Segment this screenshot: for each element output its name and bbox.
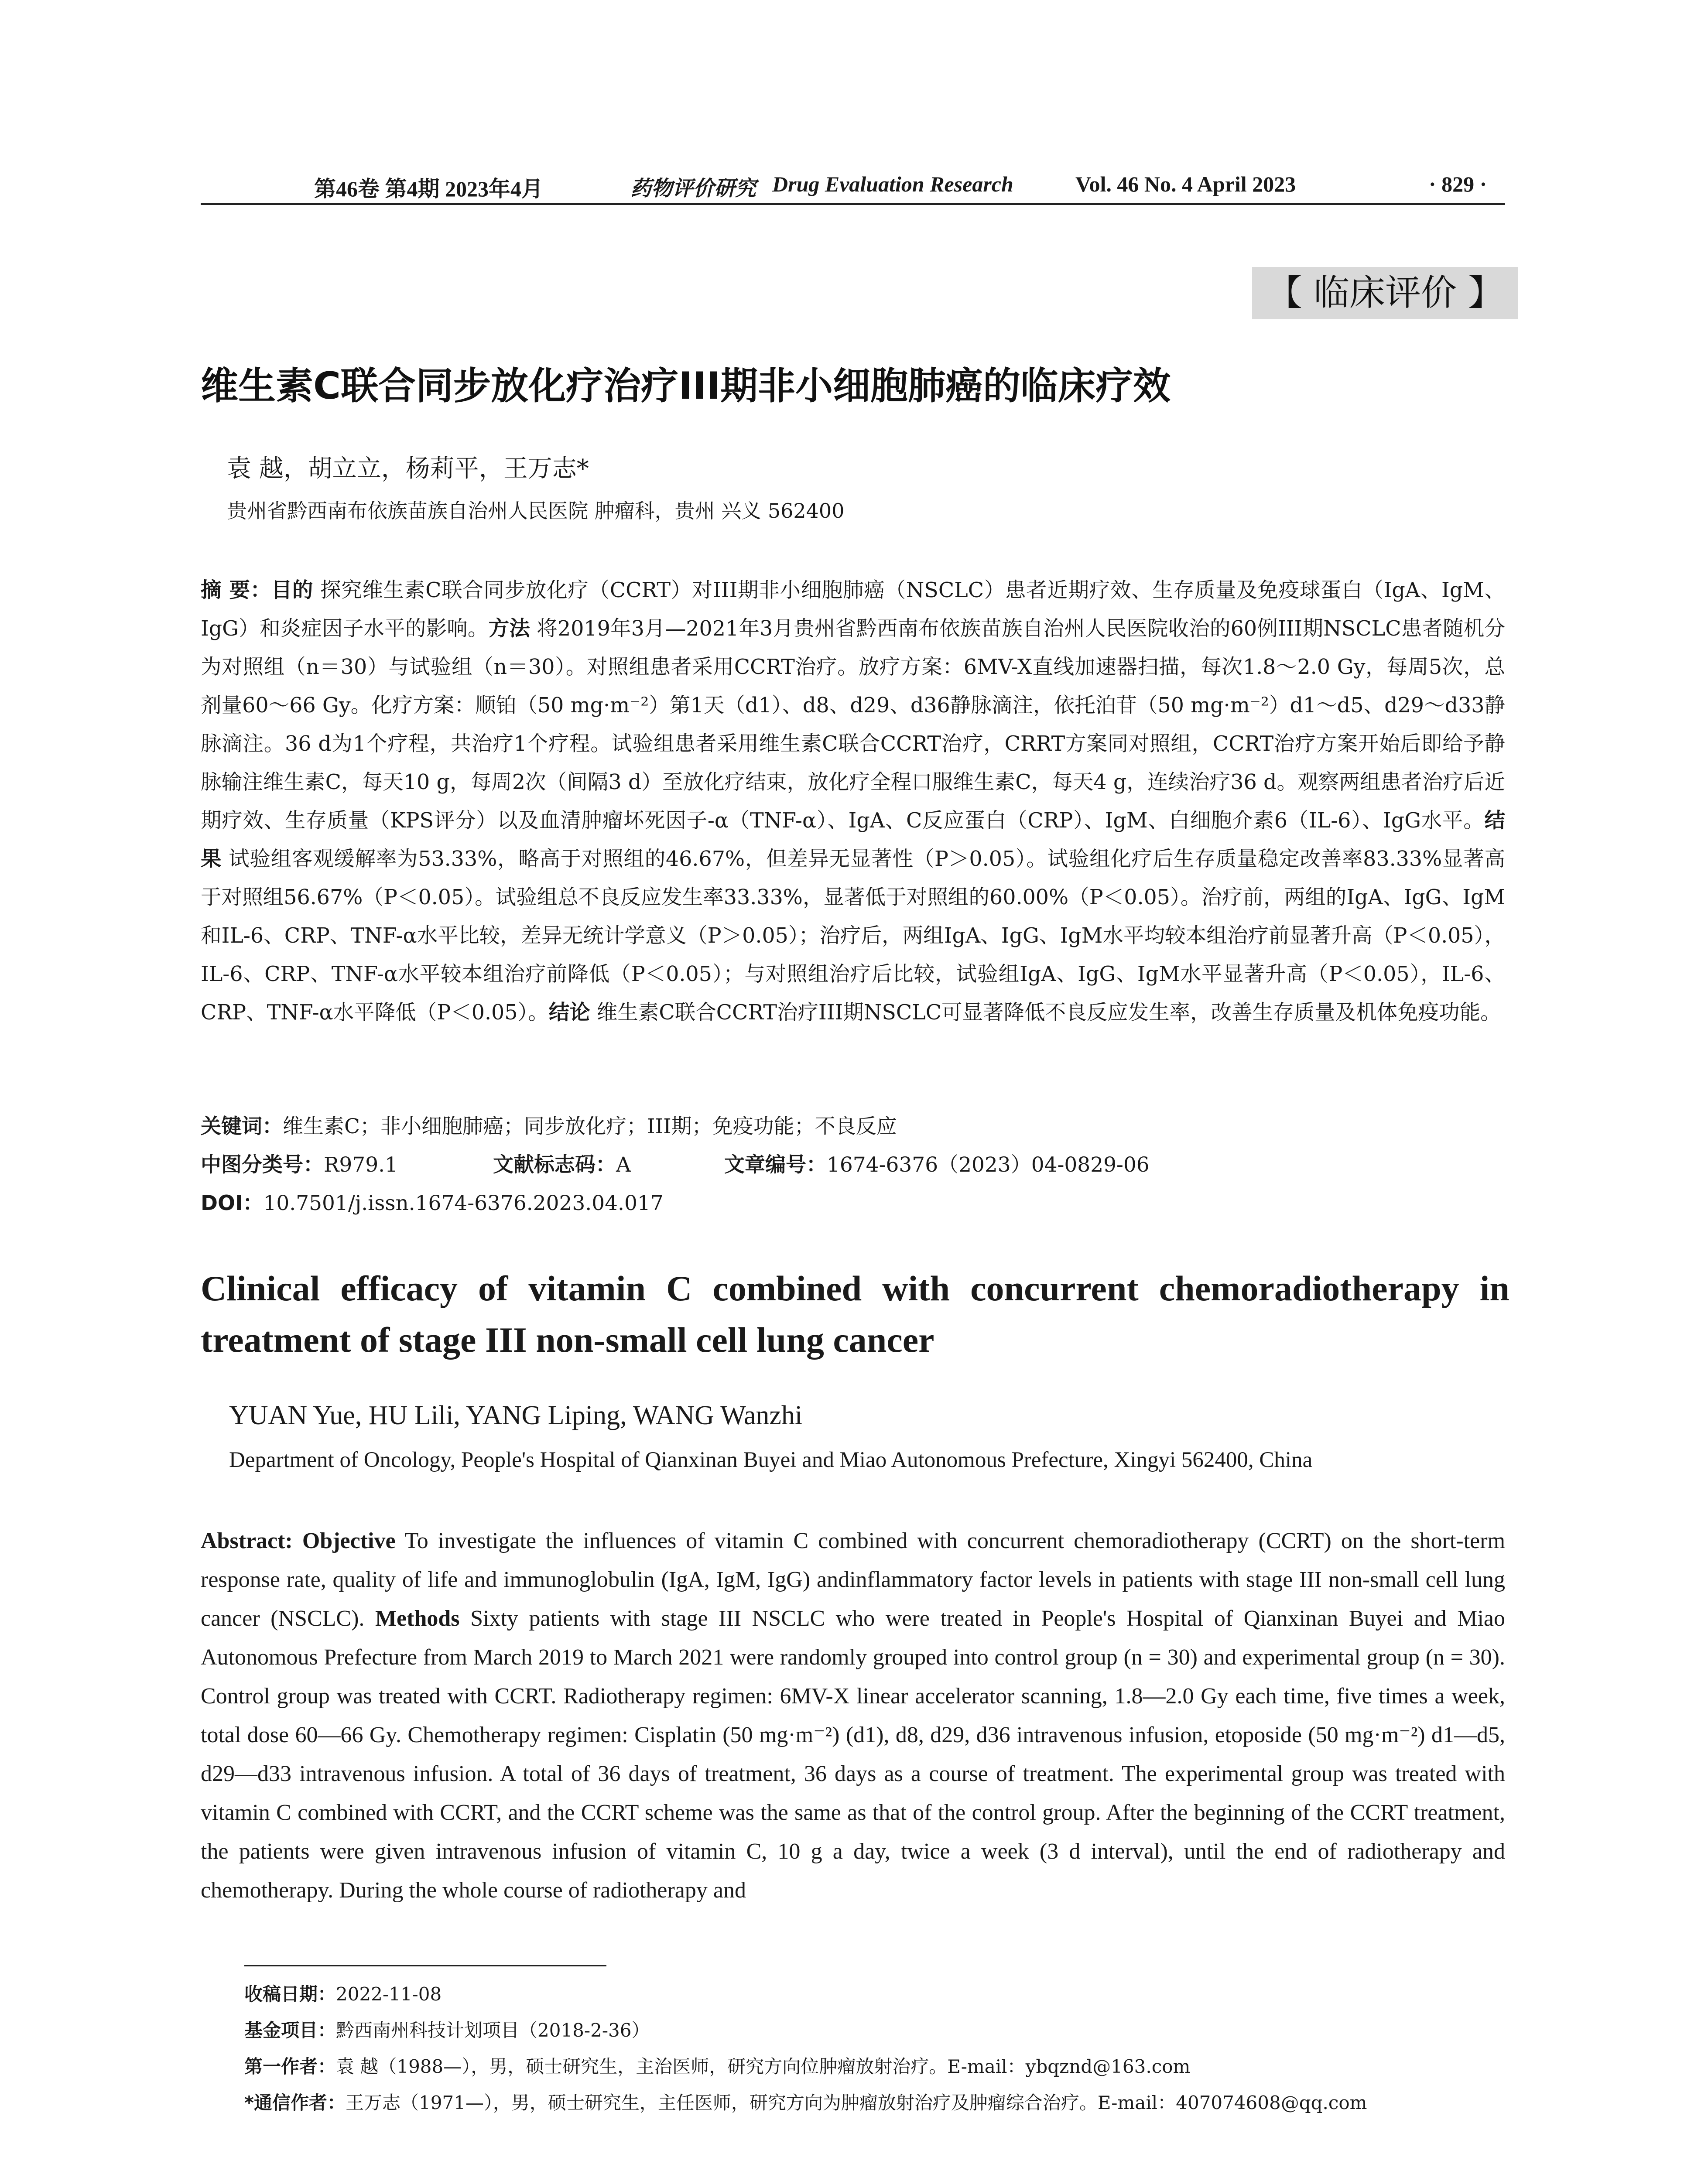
doc-code-value: A: [616, 1153, 631, 1177]
footnote-received: [244, 1976, 1367, 2012]
objective-en: To investigate the influences of vitamin C combined with concurrent chemoradiotherapy (CCRT) on the short-term response rate, quality of life and immunoglobulin (IgA, IgM, IgG) andinflammatory factor levels in patients with stage III non-small cell lung cancer (NSCLC).: [201, 1528, 1506, 1631]
header-journal-en: Drug Evaluation Research: [772, 172, 1013, 196]
keywords-value: 维生素C；非小细胞肺癌；同步放化疗；III期；免疫功能；不良反应: [283, 1114, 897, 1138]
objective-cn: 探究维生素C联合同步放化疗（CCRT）对III期非小细胞肺癌（NSCLC）患者近期疗效、生存质量及免疫球蛋白（IgA、IgM、IgG）和炎症因子水平的影响。: [201, 578, 1505, 641]
fund-label: 基金项目：: [244, 2020, 336, 2041]
header-volume-en: Vol. 46 No. 4 April 2023: [1075, 172, 1296, 196]
corresponding-value: 王万志（1971—），男，硕士研究生，主任医师，研究方向为肿瘤放射治疗及肿瘤综合治疗。E-mail：407074608@qq.com: [345, 2092, 1367, 2113]
footnote-fund: [244, 2012, 1367, 2048]
methods-label-cn: 方法: [488, 617, 530, 641]
methods-cn: 将2019年3月—2021年3月贵州省黔西南布依族苗族自治州人民医院收治的60例III期NSCLC患者随机分为对照组（n＝30）与试验组（n＝30）。对照组患者采用CCRT治疗。放疗方案：6MV-X直线加速器扫描，每次1.8～2.0 Gy，每周5次，总剂量60～66 Gy。化疗方案：顺铂（50 mg·m⁻²）第1天（d1）、d8、d29、d36静脉滴注，依托泊苷（50 mg·m⁻²）d1～d5、d29～d33静脉滴注。36 d为1个疗程，共治疗1个疗程。试验组患者采用维生素C联合CCRT治疗，CRRT方案同对照组，CCRT治疗方案开始后即给予静脉输注维生素C，每天10 g，每周2次（间隔3 d）至放化疗结束，放化疗全程口服维生素C，每天4 g，连续治疗36 d。观察两组患者治疗后近期疗效、生存质量（KPS评分）以及血清肿瘤坏死因子-α（TNF-α）、IgA、C反应蛋白（CRP）、IgM、白细胞介素6（IL-6）、IgG水平。: [201, 617, 1505, 833]
article-no-value: 1674-6376（2023）04-0829-06: [827, 1153, 1150, 1177]
running-header: [201, 168, 1505, 203]
authors-en: YUAN Yue, HU Lili, YANG Liping, WANG Wanzhi: [229, 1401, 803, 1430]
section-tag: 【 临床评价 】: [1252, 267, 1518, 319]
clc-label: 中图分类号：: [201, 1153, 324, 1177]
abstract-cn-label: 摘 要：: [201, 578, 271, 602]
doc-code-label: 文献标志码：: [493, 1153, 616, 1177]
methods-label-en: Methods: [375, 1606, 460, 1631]
footnote-first-author: [244, 2048, 1367, 2085]
footnotes: [244, 1976, 1367, 2121]
results-label-cn: 结果: [201, 809, 1505, 871]
objective-label-cn: 目的: [271, 578, 314, 602]
document-code: [493, 1149, 631, 1178]
clc-value: R979.1: [324, 1153, 398, 1177]
authors-cn: 袁 越，胡立立，杨莉平，王万志*: [227, 455, 589, 483]
corresponding-label: *通信作者：: [244, 2092, 346, 2113]
keywords-label: 关键词：: [201, 1114, 283, 1138]
clc-code: [201, 1153, 398, 1177]
received-label: 收稿日期：: [244, 1983, 336, 2005]
doi-value: 10.7501/j.issn.1674-6376.2023.04.017: [263, 1191, 664, 1215]
results-cn: 试验组客观缓解率为53.33%，略高于对照组的46.67%，但差异无显著性（P＞0.05）。试验组化疗后生存质量稳定改善率83.33%显著高于对照组56.67%（P＜0.05）。试验组总不良反应发生率33.33%，显著低于对照组的60.00%（P＜0.05）。治疗前，两组的IgA、IgG、IgM和IL-6、CRP、TNF-α水平比较，差异无统计学意义（P＞0.05）；治疗后，两组IgA、IgG、IgM水平均较本组治疗前显著升高（P＜0.05），IL-6、CRP、TNF-α水平较本组治疗前降低（P＜0.05）；与对照组治疗后比较，试验组IgA、IgG、IgM水平显著升高（P＜0.05），IL-6、CRP、TNF-α水平降低（P＜0.05）。: [201, 847, 1506, 1025]
article-number: [724, 1149, 1150, 1178]
footnote-rule: [244, 1965, 606, 1966]
methods-en: Sixty patients with stage III NSCLC who were treated in People's Hospital of Qianxinan Buyei and Miao Autonomous Prefecture from March 2019 to March 2021 were randomly grouped into control group (n = 30) and experimental group (n = 30). Control group was treated with CCRT. Radiotherapy regimen: 6MV-X linear accelerator scanning, 1.8—2.0 Gy each time, five times a week, total dose 60—66 Gy. Chemotherapy regimen: Cisplatin (50 mg·m⁻²) (d1), d8, d29, d36 intravenous infusion, etoposide (50 mg·m⁻²) d1—d5, d29—d33 intravenous infusion. A total of 36 days of treatment, 36 days as a course of treatment. The experimental group was treated with vitamin C combined with CCRT, and the CCRT scheme was the same as that of the control group. After the beginning of the CCRT treatment, the patients were given intravenous infusion of vitamin C, 10 g a day, twice a week (3 d interval), until the end of radiotherapy and chemotherapy. During the whole course of radiotherapy and: [201, 1606, 1506, 1903]
conclusion-cn: 维生素C联合CCRT治疗III期NSCLC可显著降低不良反应发生率，改善生存质量及机体免疫功能。: [596, 1001, 1501, 1025]
first-author-value: 袁 越（1988—），男，硕士研究生，主治医师，研究方向位肿瘤放射治疗。E-mail：ybqznd@163.com: [336, 2056, 1191, 2077]
title-cn: 维生素C联合同步放化疗治疗III期非小细胞肺癌的临床疗效: [201, 364, 1171, 408]
header-rule: [201, 203, 1505, 205]
received-date: 2022-11-08: [336, 1983, 442, 2005]
title-en: Clinical efficacy of vitamin C combined with concurrent chemoradiotherapy in treatment of stage III non-small cell lung cancer: [201, 1268, 1509, 1360]
abstract-cn: [201, 571, 1505, 1032]
header-volume-cn: 第46卷 第4期 2023年4月: [314, 177, 543, 201]
first-author-label: 第一作者：: [244, 2056, 336, 2077]
footnote-corresponding: [244, 2085, 1367, 2121]
classification-line: [201, 1149, 1150, 1178]
abstract-en: [201, 1521, 1505, 1910]
doi-line: [201, 1187, 664, 1216]
fund-value: 黔西南州科技计划项目（2018-2-36）: [336, 2020, 650, 2041]
affiliation-cn: 贵州省黔西南布依族苗族自治州人民医院 肿瘤科，贵州 兴义 562400: [227, 499, 845, 523]
keywords-cn: [201, 1110, 897, 1139]
doi-label: DOI：: [201, 1191, 264, 1215]
objective-label-en: Objective: [302, 1528, 396, 1553]
abstract-en-label: Abstract:: [201, 1528, 293, 1553]
conclusion-label-cn: 结论: [548, 1001, 590, 1025]
journal-logo: 药物评价研究: [630, 176, 756, 201]
header-page-number: · 829 ·: [1429, 172, 1487, 196]
affiliation-en: Department of Oncology, People's Hospital of Qianxinan Buyei and Miao Autonomous Prefecture, Xingyi 562400, China: [229, 1448, 1313, 1472]
article-no-label: 文章编号：: [724, 1153, 827, 1177]
